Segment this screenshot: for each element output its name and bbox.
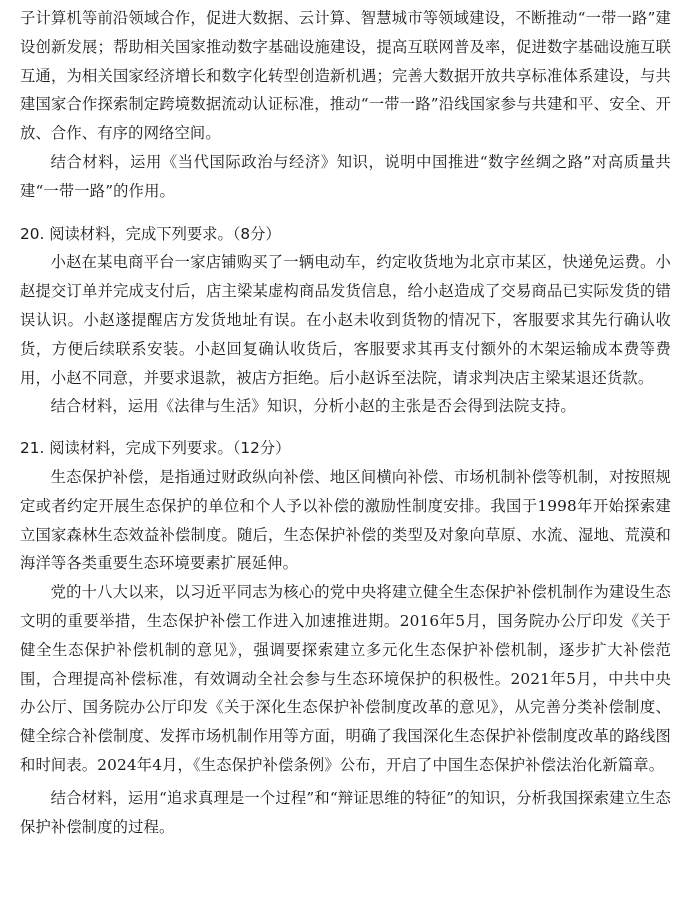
- q19-material-tail: 子计算机等前沿领域合作，促进大数据、云计算、智慧城市等领域建设，不断推动“一带一路”建设创新发展；帮助相关国家推动数字基础设施建设，提高互联网普及率，促进数字基础设施互联互通，为相关国家经济增长和数字化转型创造新机遇；完善大数据开放共享标准体系建设，与共建国家合作探索制定跨境数据流动认证标准，推动“一带一路”沿线国家参与共建和平、安全、开放、合作、有序的网络空间。: [20, 9, 671, 143]
- q20-question-prompt: 结合材料，运用《法律与生活》知识，分析小赵的主张是否会得到法院支持。: [50, 397, 576, 416]
- q21-material-paragraph-2: 党的十八大以来，以习近平同志为核心的党中央将建立健全生态保护补偿机制作为建设生态文明的重要举措，生态保护补偿工作进入加速推进期。2016年5月，国务院办公厅印发《关于健全生态保护补偿机制的意见》，强调要探索建立多元化生态保护补偿机制，逐步扩大补偿范围，合理提高补偿标准，有效调动全社会参与生态环境保护的积极性。2021年5月，中共中央办公厅、国务院办公厅印发《关于深化生态保护补偿制度改革的意见》，从完善分类补偿制度、健全综合补偿制度、发挥市场机制作用等方面，明确了我国深化生态保护补偿制度改革的路线图和时间表。2024年4月，《生态保护补偿条例》公布，开启了中国生态保护补偿法治化新篇章。: [20, 583, 671, 774]
- q21-material-paragraph-1: 生态保护补偿，是指通过财政纵向补偿、地区间横向补偿、市场机制补偿等机制，对按照规定或者约定开展生态保护的单位和个人予以补偿的激励性制度安排。我国于1998年开始探索建立国家森林生态效益补偿制度。随后，生态保护补偿的类型及对象向草原、水流、湿地、荒漠和海洋等各类重要生态环境要素扩展延伸。: [20, 467, 671, 573]
- section-spacer: [20, 421, 671, 434]
- q21-heading: 21. 阅读材料，完成下列要求。（12分）: [20, 439, 291, 458]
- q19-question-prompt: 结合材料，运用《当代国际政治与经济》知识，说明中国推进“数字丝绸之路”对高质量共建“一带一路”的作用。: [20, 152, 671, 200]
- q20-material: 小赵在某电商平台一家店铺购买了一辆电动车，约定收货地为北京市某区，快递免运费。小赵提交订单并完成支付后，店主梁某虚构商品发货信息，给小赵造成了交易商品已实际发货的错误认识。小赵遂提醒店方发货地址有误。在小赵未收到货物的情况下，客服要求其先行确认收货，方便后续联系安装。小赵回复确认收货后，客服要求其再支付额外的木架运输成本费等费用，小赵不同意，并要求退款，被店方拒绝。后小赵诉至法院，请求判决店主梁某退还货款。: [20, 253, 671, 387]
- question-21-section: [20, 434, 671, 841]
- q20-heading: 20. 阅读材料，完成下列要求。（8分）: [20, 224, 281, 243]
- question-19-section: [20, 4, 671, 206]
- question-20-section: [20, 220, 671, 422]
- section-spacer: [20, 206, 671, 220]
- q21-question-prompt: 结合材料，运用“追求真理是一个过程”和“辩证思维的特征”的知识，分析我国探索建立生态保护补偿制度的过程。: [20, 788, 671, 836]
